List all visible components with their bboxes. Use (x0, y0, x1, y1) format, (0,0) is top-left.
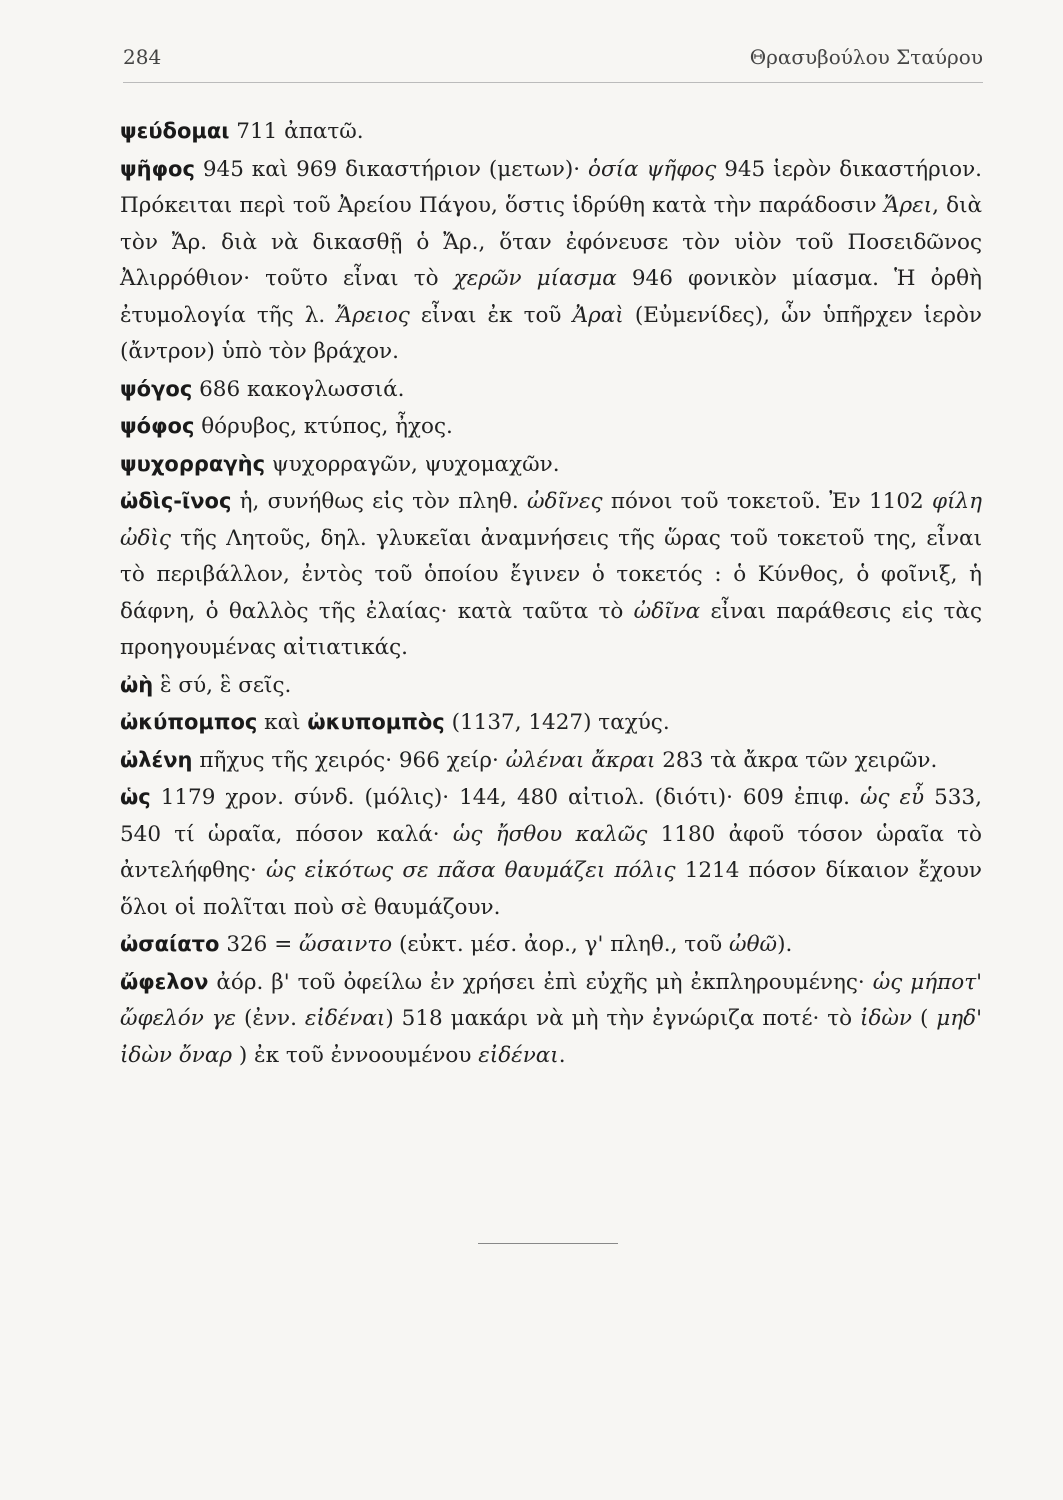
headword: ὠλένη (120, 747, 193, 772)
entry-ofelon (120, 964, 982, 1075)
definition-text: 711 ἀπατῶ. (229, 119, 364, 144)
headword: ὠκυπομπὸς (307, 710, 445, 734)
headword: ὤφελον (120, 969, 209, 994)
glossary-body (120, 113, 982, 1074)
definition-text: ( (912, 1006, 937, 1031)
headword: ὠὴ (120, 672, 154, 697)
entry-oi (120, 667, 982, 705)
page-number: 284 (123, 45, 162, 69)
entry-psefos (120, 151, 982, 371)
definition-text: 533, 540 τί ὡραῖα, πόσον καλά· (120, 785, 982, 847)
definition-text: . (558, 1042, 566, 1068)
quotation: εἰδέναι (304, 1006, 386, 1031)
end-rule (478, 1243, 618, 1244)
entry-psofos (120, 408, 982, 446)
entry-osaiato (120, 926, 982, 964)
definition-text: (1137, 1427) ταχύς. (444, 710, 670, 735)
headword: ψυχορραγὴς (120, 451, 266, 476)
definition-text: εἶναι παράθεσις εἰς τὰς προηγουμένας αἰτιατικάς. (120, 598, 982, 660)
entry-odis (120, 483, 982, 667)
page-header (123, 45, 983, 75)
quotation: χερῶν μίασμα (453, 266, 617, 291)
quotation: μηδ' ἰδὼν ὄναρ (120, 1006, 982, 1068)
definition-text: τῆς Λητοῦς, δηλ. γλυκεῖαι ἀναμνήσεις τῆς ὥρας τοῦ τοκετοῦ της, εἶναι τὸ περιβάλλον, ἐντὸς τοῦ ὁποίου ἔγινεν ὁ τοκετός : ὁ Κύνθος, ὁ φοῖνιξ, ἡ δάφνη, ὁ θαλλὸς τῆς ἐλαίας· κατὰ ταῦτα τὸ (120, 525, 982, 624)
definition-text: (Εὐμενίδες), ὧν ὑπῆρχεν ἱερὸν (ἄντρον) ὑπὸ τὸν βράχον. (120, 302, 982, 364)
quotation: ὁσία ψῆφος (588, 156, 717, 182)
quotation: ὡς μήποτ' ὤφελόν γε (120, 969, 982, 1031)
headword: ψόγος (120, 376, 193, 401)
quotation: ὤσαιντο (299, 932, 393, 957)
definition-text: (ἐνν. (236, 1006, 305, 1031)
header-rule (123, 82, 983, 83)
definition-text: εἶναι ἐκ τοῦ (409, 302, 573, 328)
definition-text: 946 φονικὸν μίασμα. Ἡ ὀρθὴ ἐτυμολογία τῆς λ. (120, 266, 983, 328)
quotation: ὡς εὖ (859, 785, 925, 810)
headword: ὡς (120, 785, 151, 809)
definition-text: ψυχορραγῶν, ψυχομαχῶν. (265, 451, 560, 477)
entry-olene (120, 742, 982, 780)
headword: ψῆφος (120, 156, 195, 181)
definition-text: , διὰ τὸν Ἄρ. διὰ νὰ δικασθῇ ὁ Ἄρ., ὅταν ἐφόνευσε τὸν υἱὸν τοῦ Ποσειδῶνος Ἀλιρρόθιον· τοῦτο εἶναι τὸ (120, 193, 983, 291)
quotation: εἰδέναι (478, 1042, 559, 1068)
entry-os (120, 779, 982, 926)
entry-pseudomai (120, 113, 982, 151)
running-title: Θρασυβούλου Σταύρου (749, 45, 983, 69)
definition-text: 1179 χρον. σύνδ. (μόλις)· 144, 480 αἰτιολ. (διότι)· 609 ἐπιφ. (150, 785, 860, 810)
headword: ὠσαίατο (120, 932, 220, 956)
definition-text: 283 τὰ ἄκρα τῶν χειρῶν. (655, 747, 938, 773)
entry-okypompos (120, 704, 982, 742)
quotation: ὡς ἤσθου καλῶς (452, 821, 648, 847)
quotation: ὠλέναι ἄκραι (505, 747, 656, 773)
definition-text: 945 καὶ 969 δικαστήριον (μετων)· (194, 156, 588, 182)
definition-text: πῆχυς τῆς χειρός· 966 χείρ· (192, 747, 506, 773)
definition-text: θόρυβος, κτύπος, ἦχος. (194, 414, 453, 439)
definition-text: ἀόρ. β' τοῦ ὀφείλω ἐν χρήσει ἐπὶ εὐχῆς μὴ ἐκπληρουμένης· (208, 969, 873, 995)
quotation: Ἀραὶ (572, 302, 624, 328)
quotation: Ἄρει (883, 193, 933, 218)
definition-text: 686 κακογλωσσιά. (192, 376, 405, 402)
quotation: ὠθῶ (729, 932, 778, 957)
definition-text: 945 ἱερὸν δικαστήριον. Πρόκειται περὶ τοῦ Ἀρείου Πάγου, ὅστις ἱδρύθη κατὰ τὴν παράδοσιν (120, 156, 982, 218)
entry-psychorragis (120, 446, 982, 484)
quotation: ὠδῖνα (633, 598, 701, 624)
definition-text: (εὐκτ. μέσ. ἀορ., γ' πληθ., τοῦ (392, 932, 730, 957)
entry-psogos (120, 371, 982, 409)
quotation: Ἄρειος (336, 302, 410, 328)
quotation: φίλη ὠδὶς (120, 489, 983, 551)
quotation: ὡς εἰκότως σε πᾶσα θαυμάζει πόλις (266, 858, 676, 883)
definition-text: ) ἐκ τοῦ ἐννοουμένου (231, 1042, 479, 1068)
definition-text: ἡ, συνήθως εἰς τὸν πληθ. (231, 489, 527, 514)
definition-text: ). (777, 932, 793, 957)
quotation: ὠδῖνες (527, 489, 603, 514)
headword: ψόφος (120, 414, 195, 438)
headword: ὠκύπομπος (120, 710, 258, 734)
definition-text: 1180 ἀφοῦ τόσον ὡραῖα τὸ ἀντελήφθης· (120, 821, 982, 883)
headword: ψεύδομαι (120, 119, 230, 143)
definition-text: ἓ σύ, ἓ σεῖς. (153, 672, 292, 698)
definition-text: καὶ (257, 710, 308, 735)
definition-text: 326 = (219, 932, 300, 957)
definition-text: πόνοι τοῦ τοκετοῦ. Ἐν 1102 (602, 489, 933, 514)
headword: ὠδὶς-ῖνος (120, 489, 232, 513)
definition-text: ) 518 μακάρι νὰ μὴ τὴν ἐγνώριζα ποτέ· τὸ (385, 1006, 861, 1031)
quotation: ἰδὼν (860, 1006, 913, 1031)
definition-text: 1214 πόσον δίκαιον ἔχουν ὅλοι οἱ πολῖται ποὺ σὲ θαυμάζουν. (120, 858, 982, 920)
